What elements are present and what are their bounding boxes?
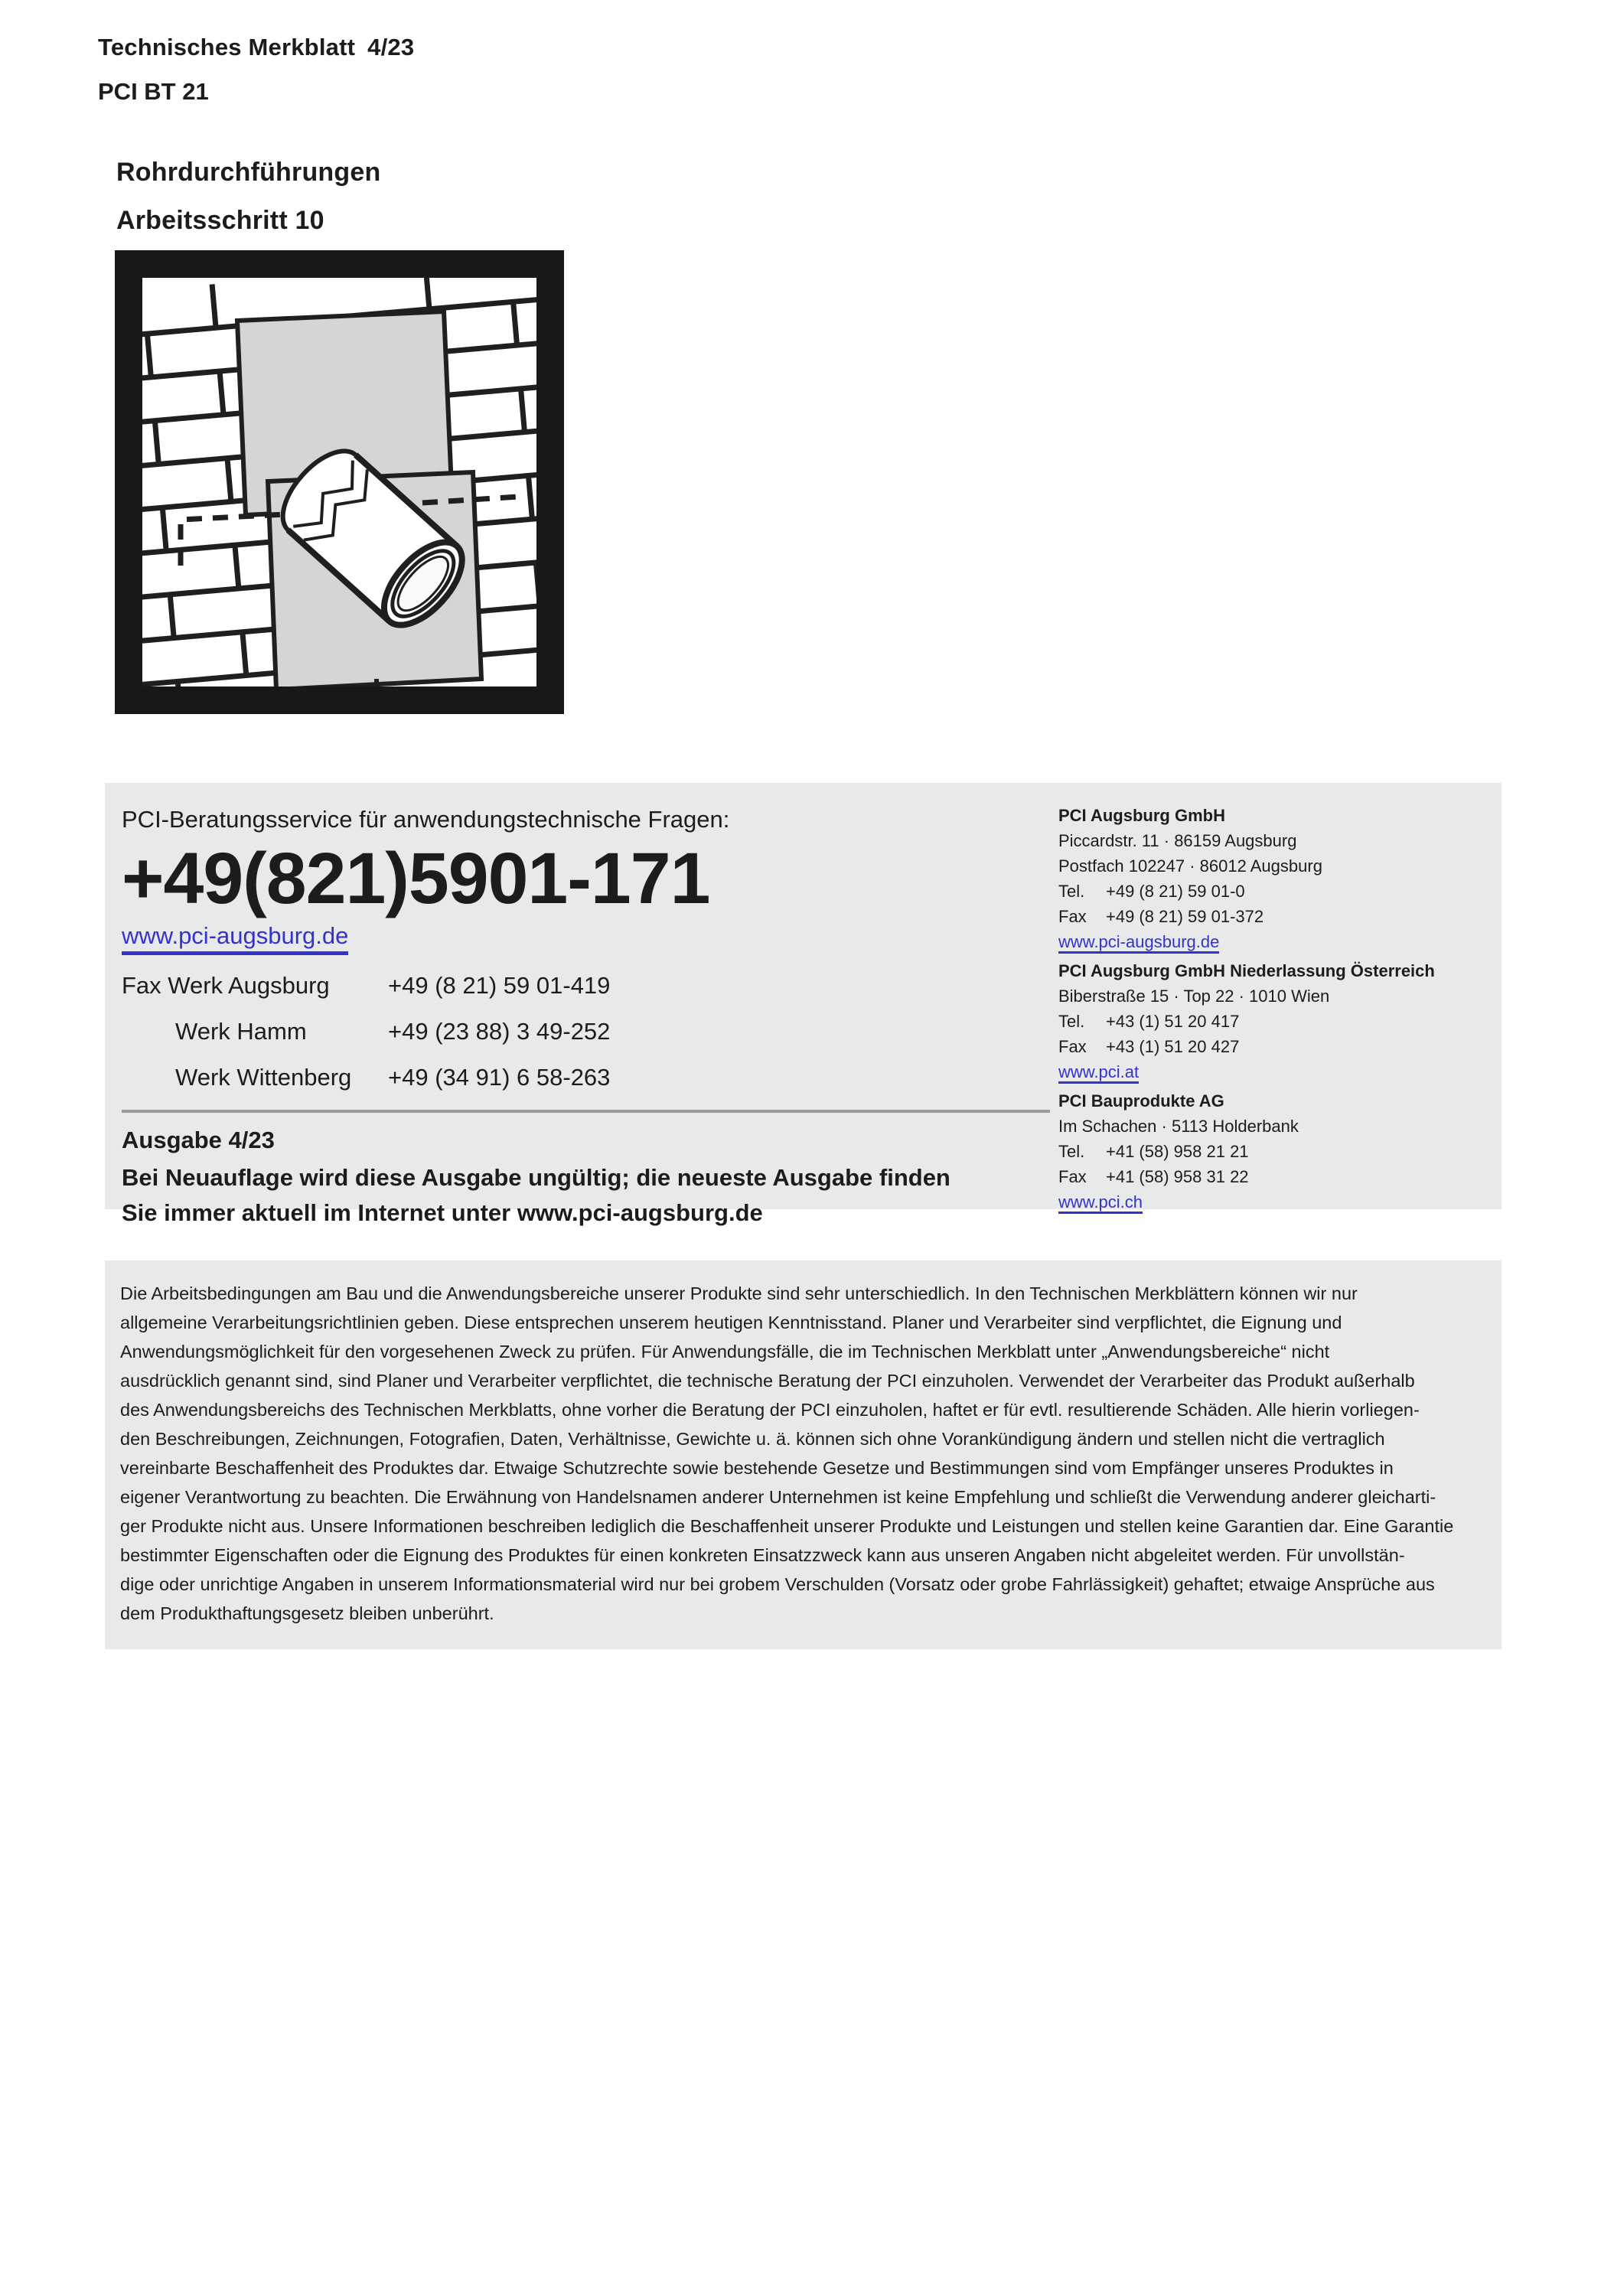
- company-tel-row: [1058, 1009, 1495, 1034]
- disclaimer-line: allgemeine Verarbeitungsrichtlinien geben. Diese entsprechen unserem heutigen Kenntnisstand. Planer und Verarbeiter sind verpflichtet, die Eignung und: [120, 1313, 1342, 1332]
- disclaimer-line: ausdrücklich genannt sind, sind Planer und Verarbeiter verpflichtet, die technische Beratung der PCI einzuholen. Verwendet der Verarbeiter das Produkt außerhalb: [120, 1371, 1415, 1391]
- company-website-link[interactable]: www.pci-augsburg.de: [1058, 933, 1219, 954]
- fax-label: Fax: [1058, 1037, 1087, 1056]
- disclaimer-line: Anwendungsmöglichkeit für den vorgesehenen Zweck zu prüfen. Für Anwendungsfälle, die im Technischen Merkblatt unter „Anwendungsbereiche“ nicht: [120, 1342, 1330, 1362]
- disclaimer-line: vereinbarte Beschaffenheit des Produktes dar. Etwaige Schutzrechte sowie bestehende Gesetze und Bestimmungen sind vom Empfänger unseres Produktes in: [120, 1458, 1394, 1478]
- tel-label: Tel.: [1058, 1012, 1085, 1031]
- company-name: PCI Augsburg GmbH Niederlassung Österreich: [1058, 961, 1435, 980]
- contact-left-column: [122, 783, 1052, 1225]
- company-address-line: Postfach 102247 · 86012 Augsburg: [1058, 856, 1322, 876]
- contact-box: [105, 783, 1502, 1226]
- company-address-line: Im Schachen · 5113 Holderbank: [1058, 1117, 1299, 1136]
- fax-row: [122, 1018, 1052, 1045]
- section-divider: [122, 1110, 1050, 1113]
- company-name: PCI Bauprodukte AG: [1058, 1091, 1224, 1110]
- doc-type: Technisches Merkblatt: [98, 34, 356, 60]
- service-phone-number: +49(821)5901-171: [122, 838, 710, 919]
- fax-number: +41 (58) 958 31 22: [1106, 1167, 1249, 1186]
- disclaimer-line: des Anwendungsbereichs des Technischen Merkblatts, ohne vorher die Beratung der PCI einzuholen, haftet er für evtl. resultierende Schäden. Alle hierin vorliegen-: [120, 1400, 1420, 1420]
- company-website-link[interactable]: www.pci.ch: [1058, 1193, 1143, 1214]
- disclaimer-line: den Beschreibungen, Zeichnungen, Fotografien, Daten, Verhältnisse, Gewichte u. ä. können sich ohne Vorankündigung ändern und stellen nicht die vertraglich: [120, 1429, 1385, 1449]
- fax-row: [122, 972, 1052, 1000]
- tel-number: +49 (8 21) 59 01-0: [1106, 882, 1245, 901]
- doc-header: [98, 34, 414, 106]
- fax-table: [122, 972, 1052, 1091]
- pipe-through-wall-svg: [115, 250, 564, 714]
- company-fax-row: [1058, 1164, 1495, 1189]
- fax-number: +43 (1) 51 20 427: [1106, 1037, 1240, 1056]
- company-fax-row: [1058, 1034, 1495, 1059]
- page-subtitle: Arbeitsschritt 10: [116, 206, 324, 235]
- disclaimer-line: eigener Verantwortung zu beachten. Die Erwähnung von Handelsnamen anderer Unternehmen ist keine Empfehlung und schließt die Verwendung anderer gleicharti-: [120, 1487, 1436, 1507]
- doc-issue: 4/23: [367, 34, 415, 60]
- disclaimer-line: dem Produkthaftungsgesetz bleiben unberührt.: [120, 1603, 494, 1623]
- pipe-through-wall-illustration: [115, 250, 564, 714]
- fax-row-label: Werk Hamm: [175, 1017, 307, 1045]
- disclaimer-line: bestimmter Eigenschaften oder die Eignung des Produktes für einen konkreten Einsatzzweck kann aus unseren Angaben nicht abgeleitet werden. Für unvollstän-: [120, 1545, 1405, 1565]
- page-title: Rohrdurchführungen: [116, 158, 381, 187]
- company-address-line: Piccardstr. 11 · 86159 Augsburg: [1058, 831, 1297, 850]
- company-fax-row: [1058, 904, 1495, 929]
- fax-row: [122, 1064, 1052, 1091]
- company-website-link[interactable]: www.pci.at: [1058, 1063, 1139, 1084]
- company-tel-row: [1058, 1139, 1495, 1164]
- fax-label: Fax: [1058, 907, 1087, 926]
- tel-number: +43 (1) 51 20 417: [1106, 1012, 1240, 1031]
- issue-note-line1: Bei Neuauflage wird diese Ausgabe ungültig; die neueste Ausgabe finden: [122, 1163, 950, 1191]
- fax-label: Fax: [1058, 1167, 1087, 1186]
- fax-row-label: Werk Wittenberg: [175, 1063, 352, 1091]
- company-name: PCI Augsburg GmbH: [1058, 806, 1225, 825]
- tel-number: +41 (58) 958 21 21: [1106, 1142, 1249, 1161]
- fax-row-number: +49 (8 21) 59 01-419: [388, 971, 611, 999]
- fax-number: +49 (8 21) 59 01-372: [1106, 907, 1264, 926]
- legal-disclaimer: [105, 1261, 1502, 1649]
- issue-note-line2: Sie immer aktuell im Internet unter www.pci-augsburg.de: [122, 1199, 763, 1226]
- company-tel-row: [1058, 879, 1495, 904]
- fax-row-number: +49 (23 88) 3 49-252: [388, 1017, 611, 1045]
- website-link[interactable]: www.pci-augsburg.de: [122, 922, 348, 955]
- company-address-line: Biberstraße 15 · Top 22 · 1010 Wien: [1058, 987, 1330, 1006]
- tel-label: Tel.: [1058, 1142, 1085, 1161]
- fax-row-number: +49 (34 91) 6 58-263: [388, 1063, 611, 1091]
- disclaimer-line: Die Arbeitsbedingungen am Bau und die Anwendungsbereiche unserer Produkte sind sehr unterschiedlich. In den Technischen Merkblättern können wir nur: [120, 1283, 1358, 1303]
- service-label: PCI-Beratungsservice für anwendungstechnische Fragen:: [122, 806, 730, 833]
- tel-label: Tel.: [1058, 882, 1085, 901]
- disclaimer-line: dige oder unrichtige Angaben in unserem Informationsmaterial wird nur bei grobem Verschulden (Vorsatz oder grobe Fahrlässigkeit) gehaftet; etwaige Ansprüche aus: [120, 1574, 1435, 1594]
- issue-heading: Ausgabe 4/23: [122, 1126, 275, 1153]
- company-address-column: [1058, 803, 1495, 1218]
- disclaimer-line: ger Produkte nicht aus. Unsere Informationen beschreiben lediglich die Beschaffenheit unserer Produkte und Leistungen und stellen keine Garantien dar. Eine Garantie: [120, 1516, 1454, 1536]
- doc-type-line: [98, 34, 414, 61]
- fax-row-label: Fax Werk Augsburg: [122, 971, 330, 999]
- title-block: [116, 158, 380, 236]
- doc-code: PCI BT 21: [98, 78, 209, 105]
